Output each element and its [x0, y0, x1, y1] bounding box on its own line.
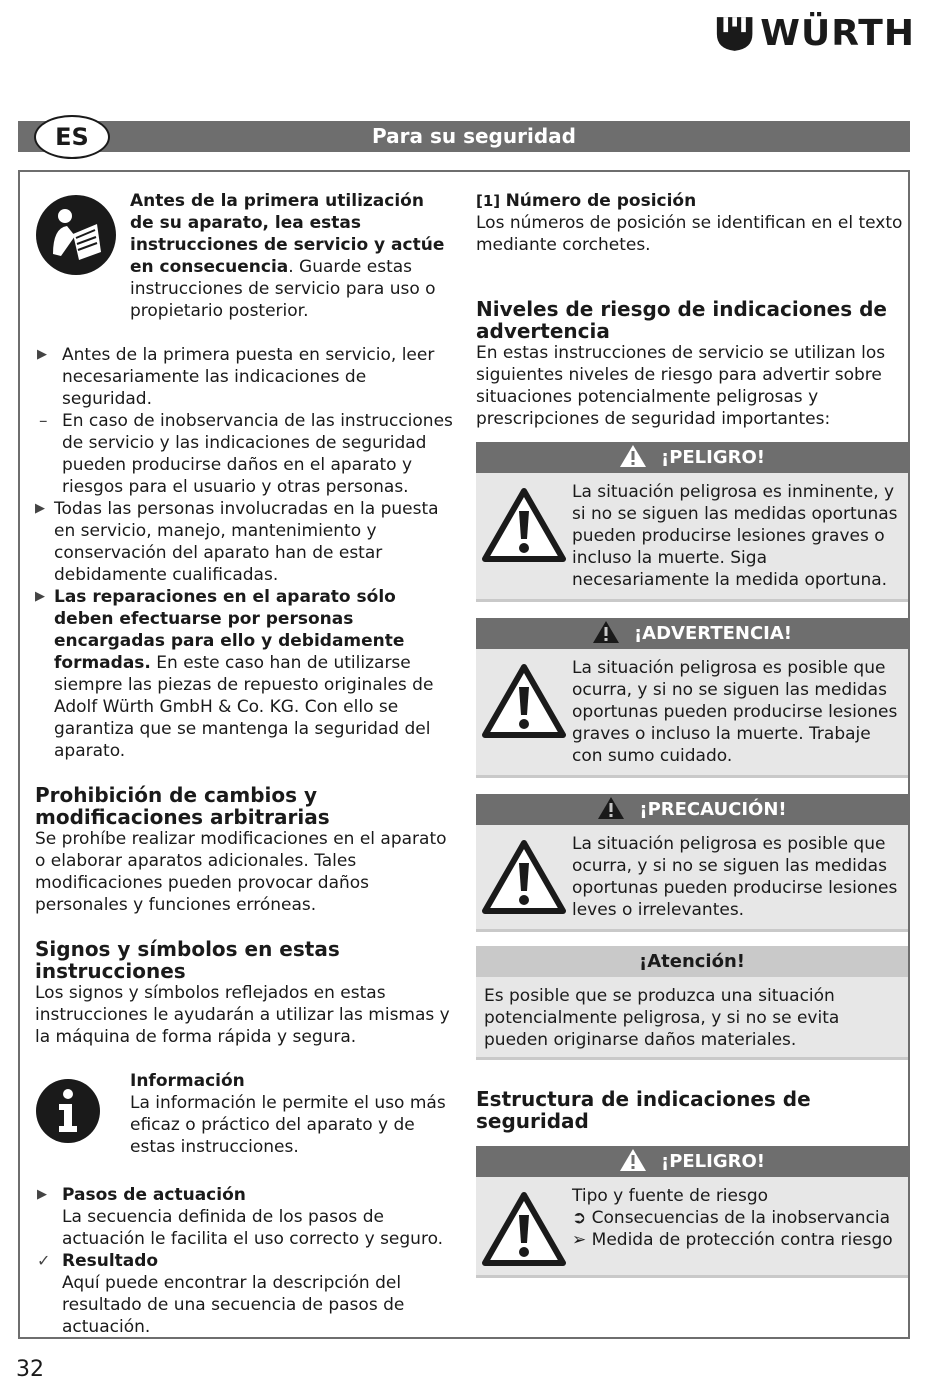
list-item-text: Todas las personas involucradas en la puesta en servicio, manejo, mantenimiento y conservación del aparato han de estar debidamente cualificadas. — [54, 499, 439, 585]
wurth-emblem-icon — [715, 14, 754, 54]
warning-body — [476, 649, 908, 778]
position-text: Los números de posición se identifican en el texto mediante corchetes. — [476, 213, 903, 255]
structure-heading: Estructura de indicaciones de seguridad — [476, 1087, 811, 1133]
measure-arrow-icon: ➢ — [572, 1230, 587, 1250]
structure-section — [476, 1088, 908, 1132]
result-item — [35, 1250, 453, 1338]
section-header-bar — [18, 121, 910, 152]
danger-text: La situación peligrosa es inminente, y si no se siguen las medidas oportunas pueden producirse lesiones graves o incluso la muerte. Siga necesariamente la medida oportuna. — [572, 482, 898, 590]
bullet-arrow-icon: ▶ — [35, 589, 45, 604]
position-label: [1] — [476, 192, 501, 210]
signs-text: Los signos y símbolos reflejados en estas instrucciones le ayudarán a utilizar las mismas y la máquina de forma rápida y segura. — [35, 983, 450, 1047]
right-column — [476, 190, 908, 1278]
repair-rest-text: En este caso han de utilizarse siempre las piezas de repuesto originales de Adolf Würth GmbH & Co. KG. Con ello se garantiza que se mantenga la seguridad del aparato. — [54, 653, 434, 761]
list-item — [35, 344, 453, 410]
list-item — [35, 586, 453, 762]
structure-danger-header — [476, 1146, 908, 1177]
left-column — [35, 190, 453, 1338]
warning-triangle-icon — [482, 487, 566, 563]
danger-label: ¡PELIGRO! — [660, 447, 765, 468]
warning-triangle-small-icon — [619, 1148, 647, 1172]
warning-triangle-small-icon — [592, 620, 620, 644]
result-text: Aquí puede encontrar la descripción del resultado de una secuencia de pasos de actuación. — [62, 1273, 405, 1337]
bullet-arrow-icon: ▶ — [37, 1187, 47, 1202]
risk-levels-section — [476, 298, 908, 430]
intro-bold-text: Antes de la primera utilización de su aparato, lea estas instrucciones de servicio y actúe en consecuencia — [130, 191, 445, 277]
action-steps-text: La secuencia definida de los pasos de actuación le facilita el uso correcto y seguro. — [62, 1207, 444, 1249]
caution-body — [476, 825, 908, 932]
page-number: 32 — [16, 1357, 44, 1381]
warning-triangle-small-icon — [597, 796, 625, 820]
caution-text: La situación peligrosa es posible que ocurra, y si no se siguen las medidas oportunas pueden producirse lesiones leves o irrelevantes. — [572, 834, 898, 920]
warning-triangle-small-icon — [619, 444, 647, 468]
intro-rest-text: . Guarde estas instrucciones de servicio para uso o propietario posterior. — [130, 257, 436, 321]
steps-block — [35, 1184, 453, 1338]
repair-bold-text: Las reparaciones en el aparato sólo deben efectuarse por personas encargadas para ello y debidamente formadas. — [54, 587, 405, 673]
list-item — [35, 498, 453, 586]
prohibition-section — [35, 784, 453, 916]
dash-bullet-icon: – — [39, 411, 48, 431]
protection-line — [572, 1229, 893, 1251]
language-badge: ES — [34, 115, 110, 159]
danger-header — [476, 442, 908, 473]
information-text: La información le permite el uso más eficaz o práctico del aparato y de estas instrucciones. — [130, 1093, 446, 1157]
prohibition-text: Se prohíbe realizar modificaciones en el aparato o elaborar aparatos adicionales. Tales modificaciones pueden provocar daños personales y funciones erróneas. — [35, 829, 447, 915]
intro-text — [130, 190, 453, 322]
position-number-block — [476, 190, 908, 256]
warning-triangle-icon — [482, 1191, 566, 1267]
safety-list — [35, 344, 453, 762]
structure-danger-label: ¡PELIGRO! — [660, 1151, 765, 1172]
info-icon — [35, 1078, 101, 1144]
bullet-arrow-icon: ▶ — [37, 347, 47, 362]
risk-levels-heading: Niveles de riesgo de indicaciones de advertencia — [476, 297, 887, 343]
caution-label: ¡PRECAUCIÓN! — [639, 799, 787, 820]
information-text-block — [130, 1070, 453, 1158]
read-instructions-block — [35, 190, 453, 322]
warning-label: ¡ADVERTENCIA! — [633, 623, 793, 644]
list-item-text: En caso de inobservancia de las instrucciones de servicio y las indicaciones de seguridad pueden producirse daños en el aparato y riesgos para el usuario y otras personas. — [62, 411, 453, 497]
page-title: Para su seguridad — [372, 124, 576, 148]
position-title: Número de posición — [505, 191, 697, 211]
bullet-arrow-icon: ▶ — [35, 501, 45, 516]
risk-type-line: Tipo y fuente de riesgo — [572, 1186, 769, 1206]
list-item-text: Antes de la primera puesta en servicio, leer necesariamente las indicaciones de seguridad. — [62, 345, 435, 409]
structure-danger-body — [476, 1177, 908, 1278]
warning-header — [476, 618, 908, 649]
attention-header: ¡Atención! — [476, 946, 908, 977]
caution-header — [476, 794, 908, 825]
information-block — [35, 1070, 453, 1162]
consequences-text: Consecuencias de la inobservancia — [586, 1208, 891, 1228]
checkmark-icon: ✓ — [37, 1251, 51, 1270]
brand-name: WÜRTH — [760, 13, 915, 54]
warning-text: La situación peligrosa es posible que ocurra, y si no se siguen las medidas oportunas pueden producirse lesiones graves o incluso la muerte. Trabaje con sumo cuidado. — [572, 658, 898, 766]
signs-heading: Signos y símbolos en estas instrucciones — [35, 937, 340, 983]
wurth-logo — [715, 12, 915, 56]
danger-body — [476, 473, 908, 602]
read-manual-icon — [35, 194, 117, 276]
consequences-line — [572, 1207, 893, 1229]
signs-section — [35, 938, 453, 1048]
protection-text: Medida de protección contra riesgo — [586, 1230, 893, 1250]
warning-triangle-icon — [482, 663, 566, 739]
warning-triangle-icon — [482, 839, 566, 915]
information-title: Información — [130, 1071, 245, 1091]
action-steps-item — [35, 1184, 453, 1250]
list-item — [35, 410, 453, 498]
risk-levels-text: En estas instrucciones de servicio se utilizan los siguientes niveles de riesgo para advertir sobre situaciones potencialmente peligrosas y prescripciones de seguridad importantes: — [476, 343, 886, 429]
action-steps-title: Pasos de actuación — [62, 1185, 246, 1205]
result-title: Resultado — [62, 1251, 159, 1271]
structure-text — [572, 1185, 893, 1267]
attention-text: Es posible que se produzca una situación potencialmente peligrosa, y si no se evita pueden originarse daños materiales. — [476, 977, 908, 1060]
consequence-arrow-icon: ➲ — [572, 1208, 587, 1228]
prohibition-heading: Prohibición de cambios y modificaciones arbitrarias — [35, 783, 330, 829]
